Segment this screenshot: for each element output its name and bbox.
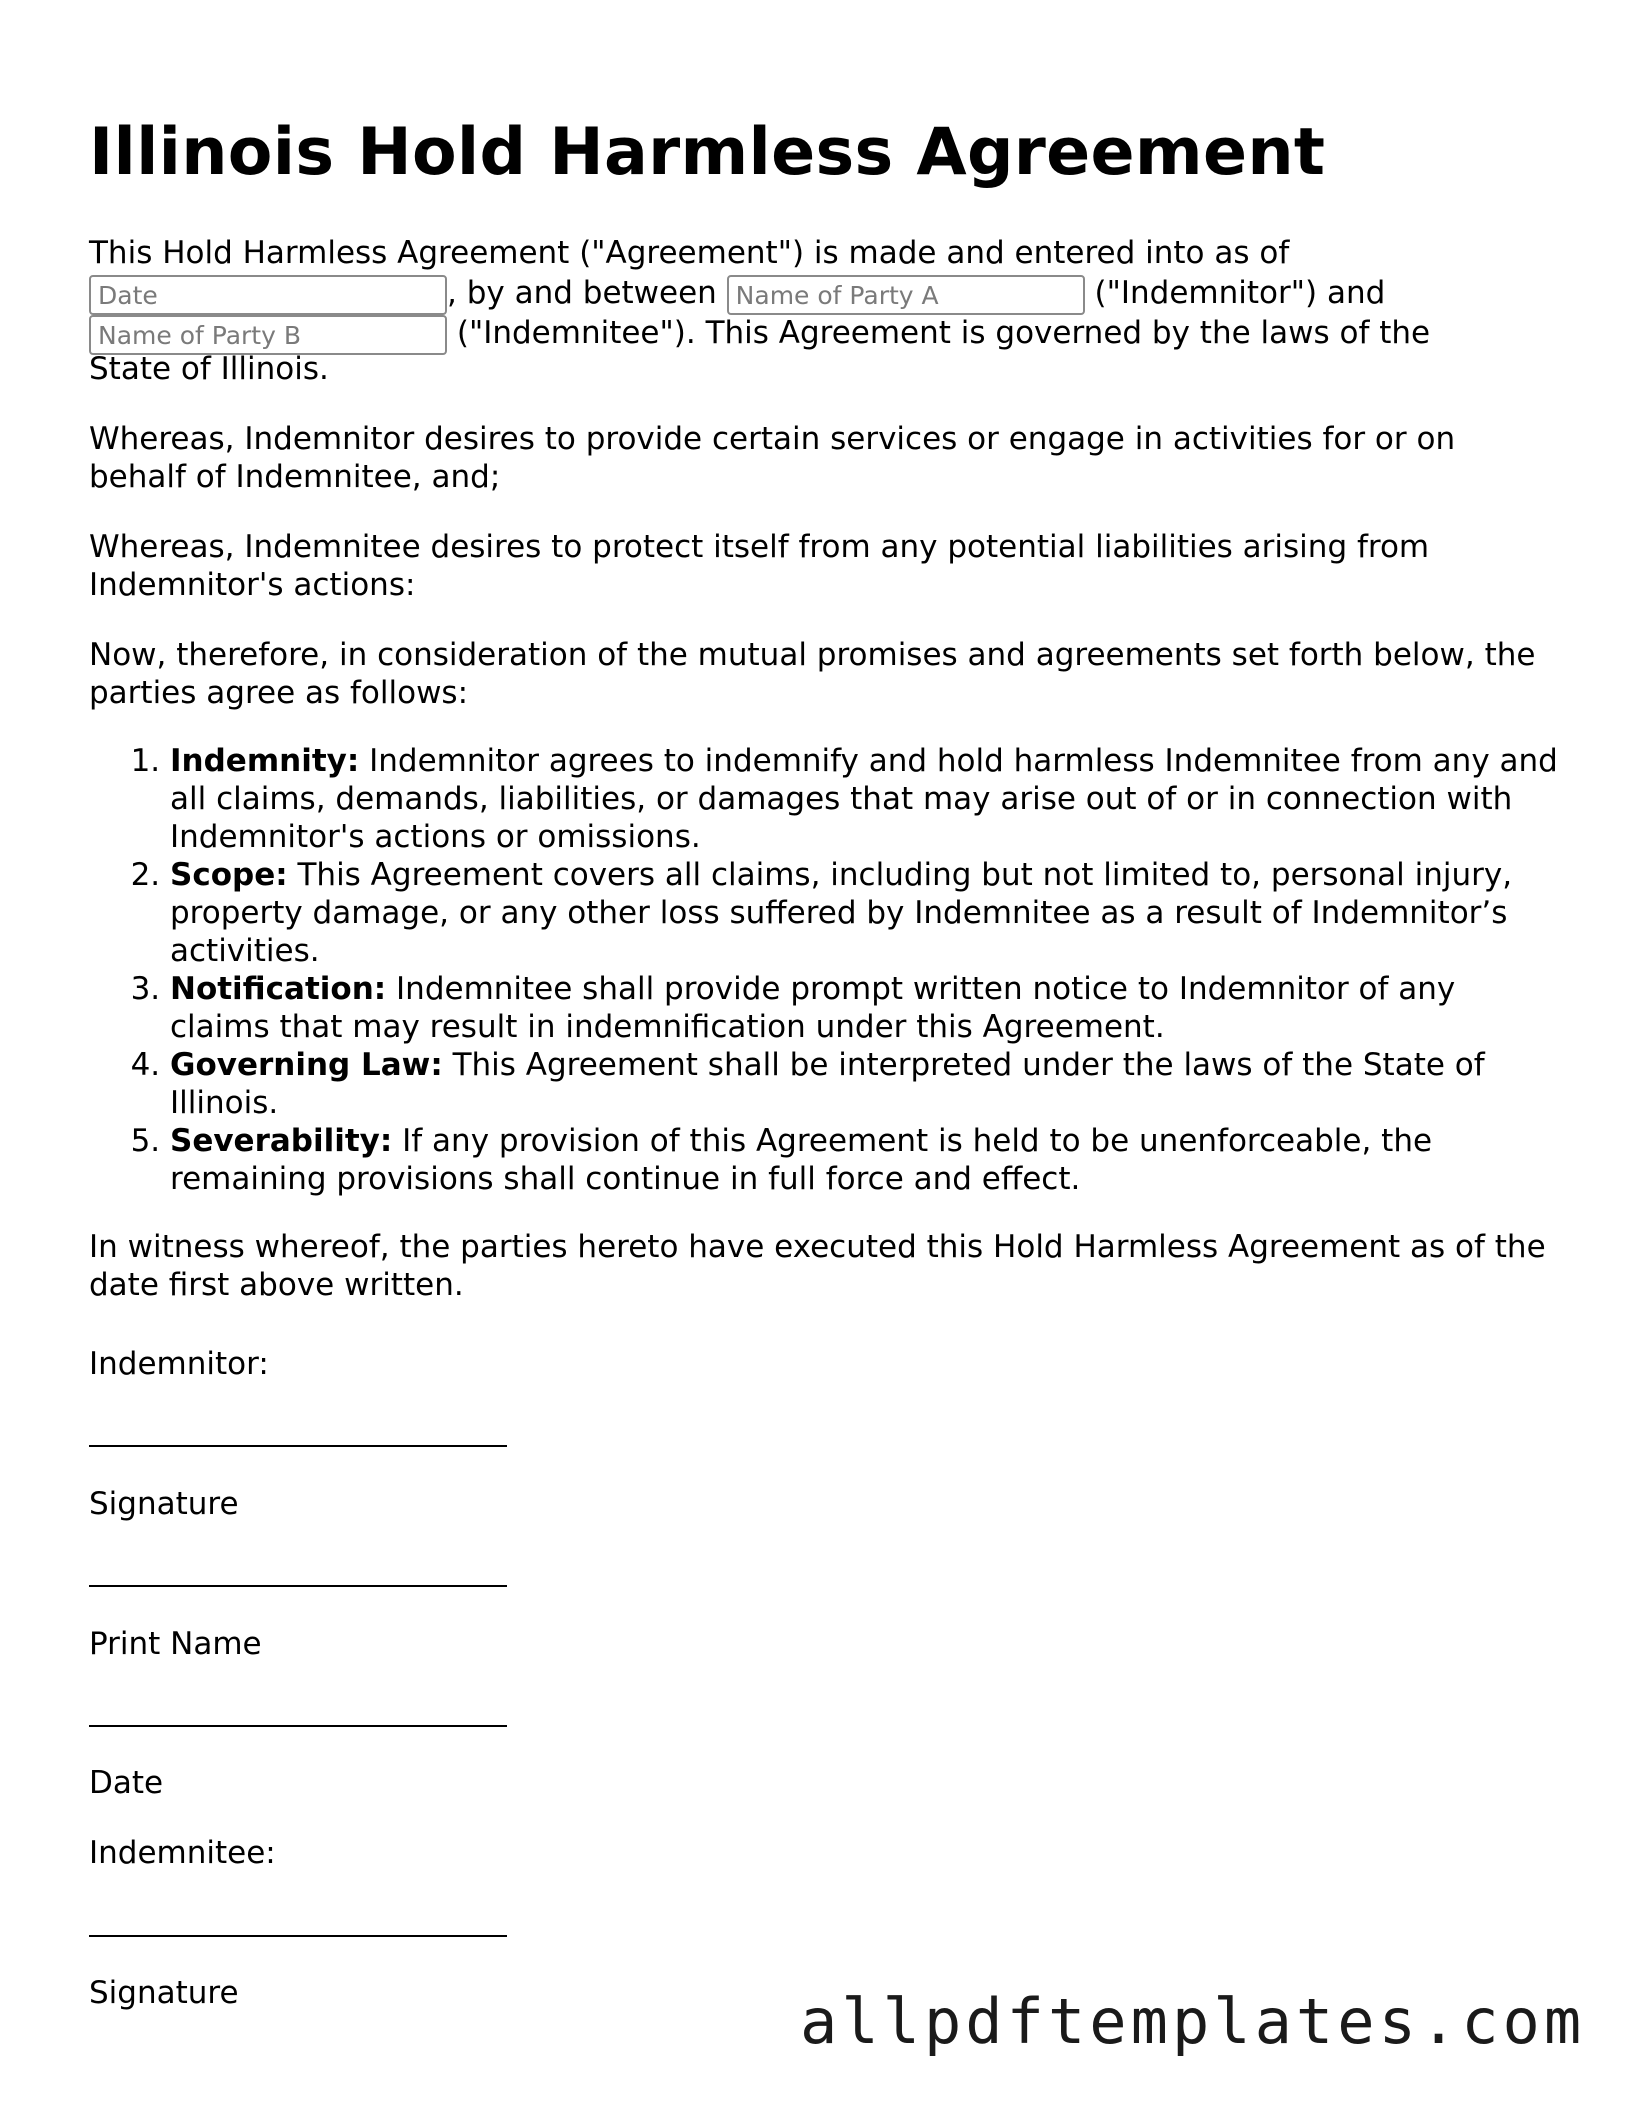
whereas-paragraph-2: Whereas, Indemnitee desires to protect itself from any potential liabilities arising from Indemnitor's actions: <box>89 529 1430 603</box>
document-body <box>89 234 1559 1304</box>
party-a-input[interactable] <box>727 275 1085 315</box>
watermark: allpdftemplates.com <box>800 1985 1586 2058</box>
party-b-input[interactable] <box>89 315 447 355</box>
intro-text-5: State of Illinois. <box>89 351 329 387</box>
indemnitor-date-label: Date <box>89 1765 164 1801</box>
term-text: This Agreement covers all claims, including but not limited to, personal injury, property damage, or any other loss suffered by Indemnitee as a result of Indemnitor’s activities. <box>170 857 1513 969</box>
indemnitor-date-line[interactable] <box>89 1725 507 1727</box>
indemnitor-signature-label: Signature <box>89 1486 239 1522</box>
indemnitor-signature-line[interactable] <box>89 1445 507 1447</box>
indemnitee-label: Indemnitee: <box>89 1835 276 1871</box>
term-item <box>170 856 1559 970</box>
witness-paragraph: In witness whereof, the parties hereto have executed this Hold Harmless Agreement as of the date first above written. <box>89 1229 1546 1303</box>
indemnitee-signature-label: Signature <box>89 1975 239 2011</box>
term-text: Indemnitor agrees to indemnify and hold harmless Indemnitee from any and all claims, demands, liabilities, or damages that may arise out of or in connection with Indemnitor's actions or omissions. <box>170 743 1558 855</box>
indemnitee-signature-line[interactable] <box>89 1935 507 1937</box>
term-heading: Indemnity: <box>170 743 360 779</box>
whereas-paragraph-1: Whereas, Indemnitor desires to provide certain services or engage in activities for or on behalf of Indemnitee, and; <box>89 421 1456 495</box>
indemnitor-label: Indemnitor: <box>89 1346 269 1382</box>
term-heading: Severability: <box>170 1123 393 1159</box>
date-input[interactable] <box>89 275 447 315</box>
term-text: Indemnitee shall provide prompt written notice to Indemnitor of any claims that may result in indemnification under this Agreement. <box>170 971 1456 1045</box>
term-item <box>170 970 1559 1046</box>
now-therefore-paragraph: Now, therefore, in consideration of the mutual promises and agreements set forth below, the parties agree as follows: <box>89 637 1536 711</box>
document-title: Illinois Hold Harmless Agreement <box>89 115 1326 190</box>
term-heading: Scope: <box>170 857 288 893</box>
terms-list <box>89 742 1559 1198</box>
intro-text-1: This Hold Harmless Agreement ("Agreement") is made and entered into as of <box>89 235 1290 271</box>
term-heading: Governing Law: <box>170 1047 443 1083</box>
term-text: If any provision of this Agreement is held to be unenforceable, the remaining provisions shall continue in full force and effect. <box>170 1123 1433 1197</box>
intro-paragraph <box>89 234 1559 388</box>
term-item <box>170 742 1559 856</box>
indemnitor-print-name-label: Print Name <box>89 1626 262 1662</box>
intro-text-3: ("Indemnitor") and <box>1084 275 1386 311</box>
intro-text-2: , by and between <box>447 275 717 311</box>
intro-text-4: ("Indemnitee"). This Agreement is governed by the laws of the <box>447 315 1431 351</box>
term-text: This Agreement shall be interpreted under the laws of the State of Illinois. <box>170 1047 1485 1121</box>
term-item <box>170 1122 1559 1198</box>
indemnitor-print-name-line[interactable] <box>89 1585 507 1587</box>
term-item <box>170 1046 1559 1122</box>
term-heading: Notification: <box>170 971 387 1007</box>
